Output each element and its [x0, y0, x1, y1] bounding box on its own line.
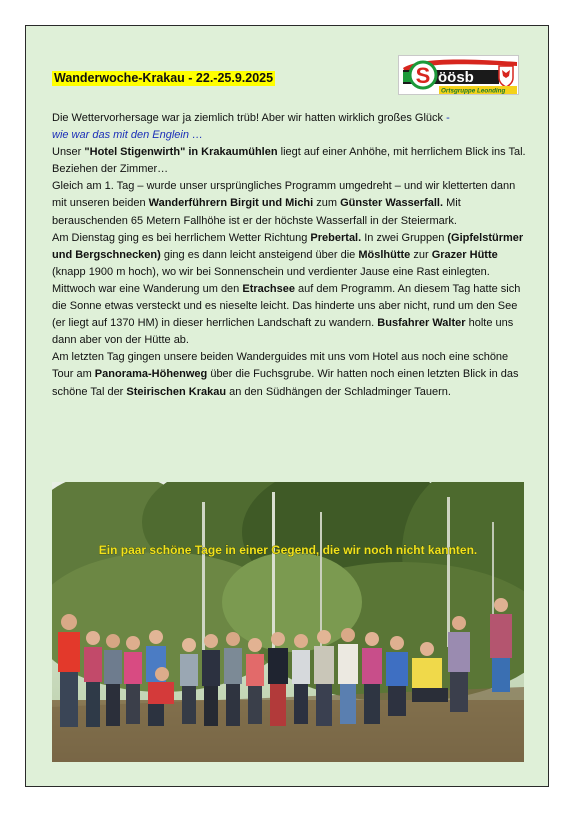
paragraph-hotel: Unser "Hotel Stigenwirth" in Krakaumühlen liegt auf einer Anhöhe, mit herrlichem Blick ins Tal. Beziehen der Zimmer… — [52, 146, 526, 176]
logo-subtitle: Ortsgruppe Leonding — [441, 87, 506, 95]
article-body — [52, 110, 526, 401]
paragraph-day3: Mittwoch war eine Wanderung um den Etrachsee auf dem Programm. An diesem Tag hatte sich die Sonne etwas versteckt und es nieselte leicht. Das hinderte uns aber nicht, rund um den See (er liegt auf 1370 HM) in dieser herrlichen Landschaft zu wandern. Busfahrer Walter holte uns dann aber von der Hütte ab. — [52, 282, 521, 347]
logo-text: öösb — [438, 69, 474, 86]
paragraph-intro: Die Wettervorhersage war ja ziemlich trüb! Aber wir hatten wirklich großes Glück - wie war das mit den Englein … — [52, 112, 450, 142]
group-photo — [52, 482, 524, 762]
paragraph-day2: Am Dienstag ging es bei herrlichem Wetter Richtung Prebertal. In zwei Gruppen (Gipfelstürmer und Bergschnecken) ging es dann leicht ansteigend über die Möslhütte zur Grazer Hütte (knapp 1900 m hoch), wo wir bei Sonnenschein und verdienter Jause eine Rast einlegten. — [52, 231, 524, 278]
oosb-logo — [398, 55, 519, 95]
page-title: Wanderwoche-Krakau - 22.-25.9.2025 — [54, 71, 274, 85]
svg-text:S: S — [415, 63, 431, 88]
photo-caption: Ein paar schöne Tage in einer Gegend, die wir noch nicht kannten. — [98, 543, 478, 557]
paragraph-day1: Gleich am 1. Tag – wurde unser ursprüngliches Programm umgedreht – und wir kletterten dann mit unseren beiden Wanderführern Birgit und Michi zum Günster Wasserfall. Mit berauschenden 65 Metern Fallhöhe ist er der höchste Wasserfall in der Steiermark. — [52, 180, 516, 227]
paragraph-day4: Am letzten Tag gingen unsere beiden Wanderguides mit uns vom Hotel aus noch eine schöne Tour am Panorama-Höhenweg über die Fuchsgrube. Wir hatten noch einen letzten Blick in das schöne Tal der Steirischen Krakau an den Südhängen der Schladminger Tauern. — [52, 351, 519, 398]
angels-note: wie war das mit den Englein … — [52, 129, 204, 142]
